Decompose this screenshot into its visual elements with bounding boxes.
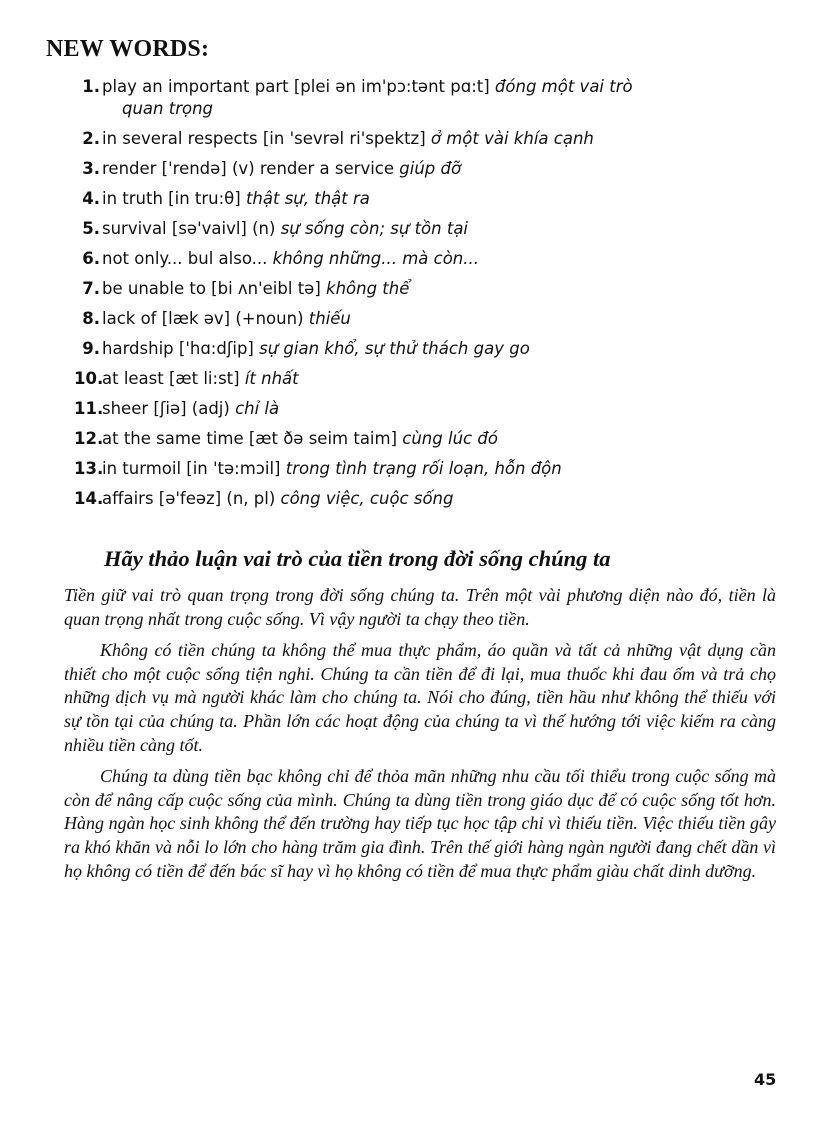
vocab-number: 3 .	[74, 158, 100, 180]
essay-paragraph: Tiền giữ vai trò quan trọng trong đời sống chúng ta. Trên một vài phương diện nào đó, tiền là quan trọng nhất trong cuộc sống. Vì vậy người ta chạy theo tiền.	[64, 585, 776, 629]
vocab-item	[78, 76, 778, 120]
essay-body	[64, 584, 776, 891]
vocab-english: at the same time [æt ðə seim taim]	[102, 429, 398, 448]
vocab-vietnamese-cont: quan trọng	[122, 99, 214, 118]
vocab-item	[78, 158, 778, 180]
vocab-english: sheer [ʃiə] (adj)	[102, 399, 230, 418]
vocab-item	[78, 338, 778, 360]
vocab-item	[78, 188, 778, 210]
vocab-vietnamese: giúp đỡ	[399, 159, 462, 178]
vocab-vietnamese: chỉ là	[235, 399, 280, 418]
vocab-number: 1 .	[74, 76, 100, 98]
vocab-vietnamese: thật sự, thật ra	[245, 189, 370, 208]
page-number: 45	[754, 1070, 777, 1089]
vocab-number: 5 .	[74, 218, 100, 240]
vocab-item	[78, 248, 778, 270]
vocab-item	[74, 458, 778, 480]
vocab-vietnamese: không những... mà còn...	[272, 249, 479, 268]
vocab-english: survival [sə'vaivl] (n)	[102, 219, 276, 238]
vocab-vietnamese: sự sống còn; sự tồn tại	[280, 219, 469, 238]
vocab-vietnamese: trong tình trạng rối loạn, hỗn độn	[285, 459, 562, 478]
vocab-item	[78, 308, 778, 330]
vocab-number: 8 .	[74, 308, 100, 330]
vocab-vietnamese: cùng lúc đó	[402, 429, 498, 448]
vocab-item	[78, 278, 778, 300]
vocab-list	[74, 76, 778, 518]
vocab-number: 7 .	[74, 278, 100, 300]
vocab-item	[74, 488, 778, 510]
vocab-english: be unable to [bi ʌn'eibl tə]	[102, 279, 321, 298]
vocab-item	[74, 398, 778, 420]
vocab-vietnamese: ở một vài khía cạnh	[430, 129, 594, 148]
essay-title: Hãy thảo luận vai trò của tiền trong đời sống chúng ta	[104, 546, 611, 571]
vocab-item	[74, 428, 778, 450]
vocab-item	[78, 128, 778, 150]
vocab-vietnamese: ít nhất	[244, 369, 299, 388]
vocab-english: play an important part [plei ən im'pɔ:tənt pɑ:t]	[102, 77, 490, 96]
vocab-number: 14 .	[74, 488, 100, 510]
vocab-number: 6 .	[74, 248, 100, 270]
vocab-number: 11 .	[74, 398, 100, 420]
vocab-number: 9 .	[74, 338, 100, 360]
vocab-number: 10 .	[74, 368, 100, 390]
vocab-vietnamese: sự gian khổ, sự thử thách gay go	[259, 339, 530, 358]
vocab-vietnamese: không thể	[326, 279, 410, 298]
essay-paragraph: Không có tiền chúng ta không thể mua thực phẩm, áo quần và tất cả những vật dụng cần thiết cho một cuộc sống tiện nghi. Chúng ta cần tiền để đi lại, mua thuốc khi đau ốm và trả chọ những dịch vụ mà người khác làm cho chúng ta. Nói cho đúng, tiền hầu như không thể thiếu với sự tồn tại của chúng ta. Phần lớn các hoạt động của chúng ta vì thế hướng tới việc kiếm ra càng nhiều tiền càng tốt.	[64, 640, 776, 755]
vocab-english: lack of [læk əv] (+noun)	[102, 309, 304, 328]
vocab-english: not only... bul also...	[102, 249, 268, 268]
vocab-vietnamese: đóng một vai trò	[494, 77, 633, 96]
vocab-english: affairs [ə'feəz] (n, pl)	[102, 489, 276, 508]
vocab-english: render ['rendə] (v) render a service	[102, 159, 395, 178]
vocab-english: in several respects [in 'sevrəl ri'spektz]	[102, 129, 426, 148]
vocab-english: in truth [in tru:θ]	[102, 189, 241, 208]
vocab-number: 2 .	[74, 128, 100, 150]
vocab-english: at least [æt li:st]	[102, 369, 240, 388]
vocab-number: 4 .	[74, 188, 100, 210]
vocab-number: 12 .	[74, 428, 100, 450]
vocab-english: in turmoil [in 'tə:mɔil]	[102, 459, 281, 478]
vocab-english: hardship ['hɑ:dʃip]	[102, 339, 254, 358]
vocab-vietnamese: thiếu	[308, 309, 351, 328]
vocab-item	[78, 218, 778, 240]
vocab-item	[74, 368, 778, 390]
section-heading: NEW WORDS:	[46, 36, 210, 62]
vocab-number: 13 .	[74, 458, 100, 480]
essay-paragraph: Chúng ta dùng tiền bạc không chỉ để thỏa mãn những nhu cầu tối thiểu trong cuộc sống mà còn để nâng cấp cuộc sống của mình. Chúng ta dùng tiền trong giáo dục để có cuộc sống tốt hơn. Hàng ngàn học sinh không thể đến trường hay tiếp tục học tập chỉ vì thiếu tiền. Việc thiếu tiền gây ra khó khăn và nỗi lo lớn cho hàng trăm gia đình. Trên thế giới hàng ngàn người đang chết dần vì họ không có tiền để đến bác sĩ hay vì họ không có tiền để mua thực phẩm giàu chất dinh dưỡng.	[64, 766, 776, 881]
vocab-vietnamese: công việc, cuộc sống	[280, 489, 454, 508]
